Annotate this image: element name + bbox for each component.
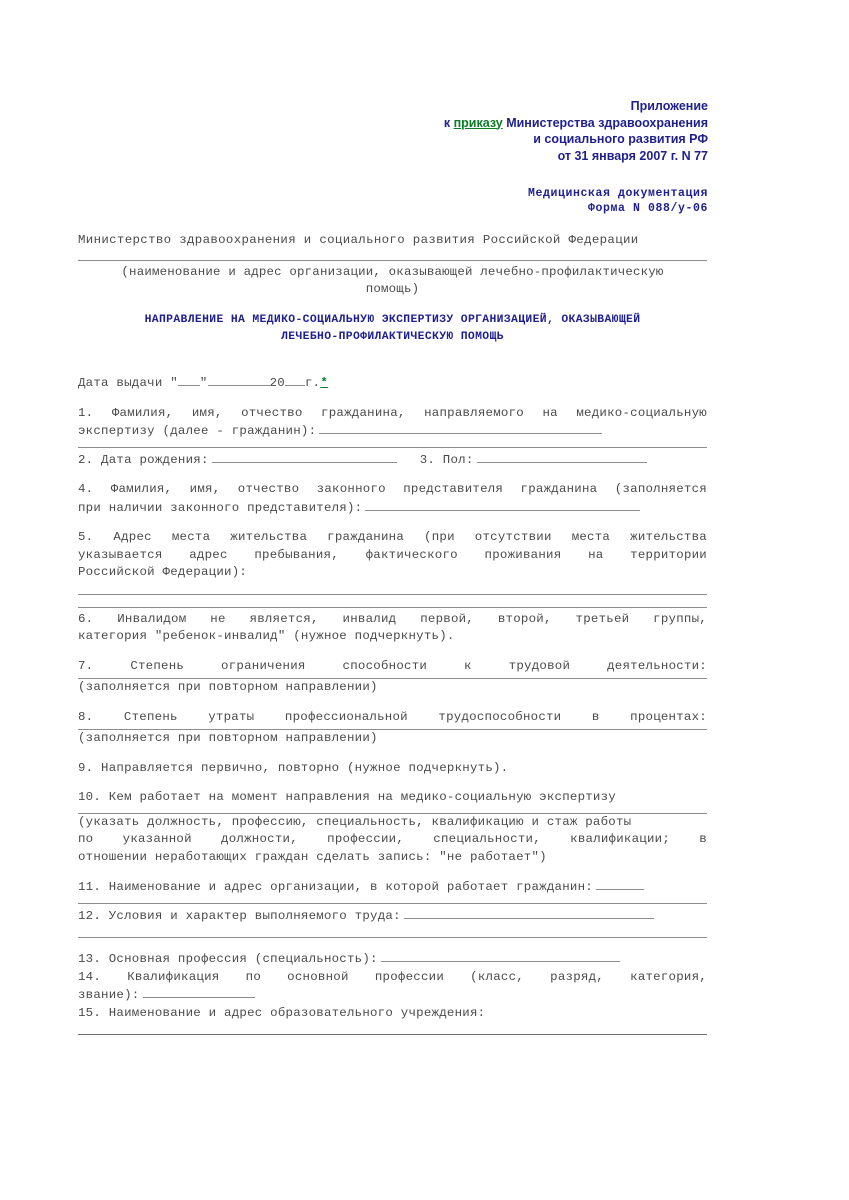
- item-3-label: 3. Пол:: [419, 452, 474, 467]
- item-5-line-2: указывается адрес пребывания, фактического проживания на территории: [78, 547, 707, 562]
- item-1-input[interactable]: [319, 422, 602, 434]
- item-4-line-1: 4. Фамилия, имя, отчество законного представителя гражданина (заполняется: [78, 482, 707, 496]
- organization-note-line-1: (наименование и адрес организации, оказывающей лечебно-профилактическую: [121, 265, 664, 279]
- footnote-asterisk-link[interactable]: *: [320, 376, 329, 390]
- appendix-line-1: Приложение: [630, 99, 708, 113]
- item-15-line: 15. Наименование и адрес образовательного учреждения:: [78, 1005, 486, 1020]
- issue-date-label-prefix: Дата выдачи ": [78, 376, 178, 390]
- organization-note: [78, 264, 707, 298]
- item-2-3-spacer: [397, 453, 420, 467]
- appendix-line-2-prefix: к: [443, 115, 454, 130]
- item-4-line-2: [78, 499, 707, 518]
- item-11-line: [78, 878, 707, 897]
- item-14-line-2: [78, 986, 707, 1005]
- item-3-sex-input[interactable]: [477, 451, 647, 463]
- item-12-line: [78, 907, 707, 926]
- item-11-input[interactable]: [596, 878, 644, 890]
- issue-date-year-field[interactable]: [285, 374, 305, 386]
- item-5-line-1: 5. Адрес места жительства гражданина (при отсутствии места жительства: [78, 530, 707, 544]
- item-9-line-1: 9. Направляется первично, повторно (нужное подчеркнуть).: [78, 760, 509, 775]
- form-number-label: Форма N 088/у-06: [587, 202, 708, 215]
- item-13-label: 13. Основная профессия (специальность):: [78, 952, 378, 966]
- item-4-input[interactable]: [365, 499, 640, 511]
- item-1-label: экспертизу (далее - гражданин):: [78, 424, 317, 438]
- med-doc-label: Медицинская документация: [527, 187, 708, 200]
- item-13-input[interactable]: [381, 950, 620, 962]
- item-2-label: 2. Дата рождения:: [78, 452, 209, 467]
- appendix-header: [360, 98, 708, 164]
- item-2-birthdate-input[interactable]: [212, 451, 397, 463]
- item-14-line-1: 14. Квалификация по основной профессии (класс, разряд, категория,: [78, 969, 707, 984]
- issue-date-day-field[interactable]: [178, 374, 200, 386]
- item-14-label: звание):: [78, 988, 140, 1002]
- item-10-note-line-2: по указанной должности, профессии, специальности, квалификации; в: [78, 832, 707, 846]
- item-10-line-1: 10. Кем работает на момент направления на медико-социальную экспертизу: [78, 790, 616, 804]
- item-10-note-line-1: (указать должность, профессию, специальность, квалификацию и стаж работы: [78, 814, 632, 829]
- item-6-line-1: 6. Инвалидом не является, инвалид первой, второй, третьей группы,: [78, 611, 707, 626]
- item-14-input[interactable]: [143, 986, 255, 998]
- order-link[interactable]: приказу: [453, 115, 503, 130]
- page-title-line-2: ЛЕЧЕБНО-ПРОФИЛАКТИЧЕСКУЮ ПОМОЩЬ: [281, 330, 504, 343]
- item-11-label: 11. Наименование и адрес организации, в которой работает гражданин:: [78, 880, 593, 894]
- item-4-label: при наличии законного представителя):: [78, 500, 363, 515]
- item-7-note: (заполняется при повторном направлении): [78, 680, 378, 694]
- ministry-rule: [78, 260, 707, 261]
- issue-date-suffix: г.: [304, 376, 321, 390]
- item-12-label: 12. Условия и характер выполняемого труда:: [78, 908, 401, 923]
- item-2-3-line: [78, 451, 707, 470]
- appendix-line-4: от 31 января 2007 г. N 77: [557, 148, 708, 163]
- issue-date-year-prefix: 20: [269, 376, 285, 390]
- issue-date-month-field[interactable]: [208, 374, 270, 386]
- issue-date-line: [78, 374, 707, 393]
- item-8-note: (заполняется при повторном направлении): [78, 731, 378, 745]
- item-1-line-2: [78, 422, 707, 441]
- item-12-input[interactable]: [404, 907, 654, 919]
- appendix-line-2-suffix: Министерства здравоохранения: [502, 115, 708, 130]
- page-title-line-1: НАПРАВЛЕНИЕ НА МЕДИКО-СОЦИАЛЬНУЮ ЭКСПЕРТИЗУ ОРГАНИЗАЦИЕЙ, ОКАЗЫВАЮЩЕЙ: [144, 314, 641, 326]
- appendix-line-2: [360, 115, 708, 132]
- item-10-note-line-3: отношении неработающих граждан сделать запись: "не работает"): [78, 849, 547, 864]
- item-5-line-3: Российской Федерации):: [78, 565, 248, 579]
- appendix-line-3: и социального развития РФ: [533, 132, 708, 146]
- page-title: [78, 312, 707, 345]
- form-body: [78, 374, 707, 1035]
- item-1-line-1: 1. Фамилия, имя, отчество гражданина, направляемого на медико-социальную: [78, 405, 707, 420]
- organization-note-line-2: помощь): [365, 282, 420, 296]
- issue-date-label-mid: ": [199, 376, 208, 390]
- medical-documentation-block: [360, 186, 708, 216]
- item-6-line-2: категория "ребенок-инвалид" (нужное подчеркнуть).: [78, 629, 455, 643]
- item-13-line: [78, 950, 707, 969]
- item-8-line-1: 8. Степень утраты профессиональной трудоспособности в процентах:: [78, 709, 707, 724]
- item-15-rule[interactable]: [78, 1034, 707, 1035]
- ministry-name: Министерство здравоохранения и социального развития Российской Федерации: [78, 233, 639, 247]
- item-7-line-1: 7. Степень ограничения способности к трудовой деятельности:: [78, 658, 707, 673]
